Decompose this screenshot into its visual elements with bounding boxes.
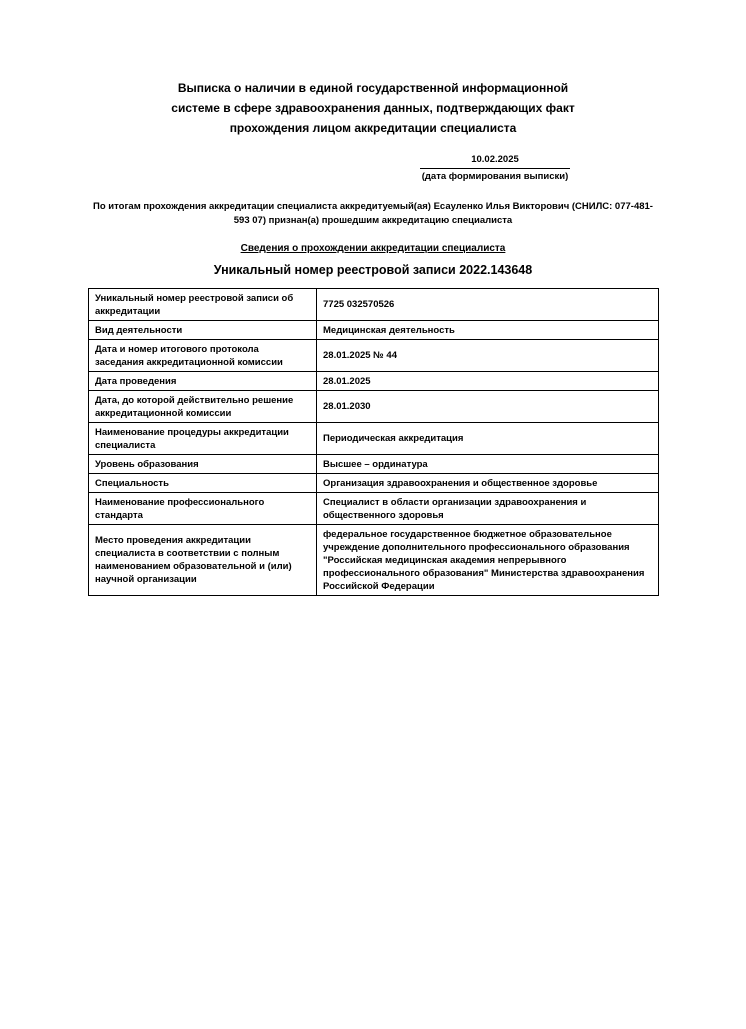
table-row xyxy=(89,474,659,493)
row-label: Дата проведения xyxy=(89,372,317,391)
row-label: Уникальный номер реестровой записи об аккредитации xyxy=(89,289,317,321)
accreditation-result-paragraph xyxy=(88,200,658,228)
registry-number-heading: Уникальный номер реестровой записи 2022.143648 xyxy=(213,263,533,277)
document-title-line: системе в сфере здравоохранения данных, подтверждающих факт xyxy=(171,101,575,115)
table-row xyxy=(89,321,659,340)
row-label: Вид деятельности xyxy=(89,321,317,340)
row-value: 28.01.2030 xyxy=(317,391,659,423)
row-label: Уровень образования xyxy=(89,455,317,474)
row-value: Периодическая аккредитация xyxy=(317,423,659,455)
document-title xyxy=(88,78,658,138)
row-label: Дата и номер итогового протокола заседания аккредитационной комиссии xyxy=(89,340,317,372)
row-value: 7725 032570526 xyxy=(317,289,659,321)
table-row xyxy=(89,289,659,321)
row-value: Медицинская деятельность xyxy=(317,321,659,340)
row-value: Организация здравоохранения и общественное здоровье xyxy=(317,474,659,493)
row-label: Место проведения аккредитации специалиста в соответствии с полным наименованием образовательной и (или) научной организации xyxy=(89,525,317,596)
accreditation-details-table xyxy=(88,288,659,596)
accreditation-result-line: По итогам прохождения аккредитации специалиста аккредитуемый(ая) Есауленко Илья Викторович (СНИЛС: 077-481- xyxy=(93,201,653,212)
row-value: 28.01.2025 № 44 xyxy=(317,340,659,372)
table-row xyxy=(89,423,659,455)
extract-date-block xyxy=(420,154,570,183)
row-value: Высшее – ординатура xyxy=(317,455,659,474)
table-row xyxy=(89,340,659,372)
section-heading: Сведения о прохождении аккредитации специалиста xyxy=(240,243,506,254)
row-label: Наименование процедуры аккредитации специалиста xyxy=(89,423,317,455)
row-value: 28.01.2025 xyxy=(317,372,659,391)
document-title-line: Выписка о наличии в единой государственной информационной xyxy=(177,81,569,95)
row-value: федеральное государственное бюджетное образовательное учреждение дополнительного профессионального образования "Российская медицинская академия непрерывного профессионального образования" Министерства здравоохранения Российской Федерации xyxy=(317,525,659,596)
table-row xyxy=(89,525,659,596)
table-row xyxy=(89,493,659,525)
table-row xyxy=(89,391,659,423)
row-label: Наименование профессионального стандарта xyxy=(89,493,317,525)
extract-date-value: 10.02.2025 xyxy=(420,154,570,169)
row-label: Специальность xyxy=(89,474,317,493)
row-value: Специалист в области организации здравоохранения и общественного здоровья xyxy=(317,493,659,525)
document-title-line: прохождения лицом аккредитации специалиста xyxy=(229,121,517,135)
extract-date-caption: (дата формирования выписки) xyxy=(421,171,569,182)
table-row xyxy=(89,455,659,474)
row-label: Дата, до которой действительно решение аккредитационной комиссии xyxy=(89,391,317,423)
accreditation-result-line: 593 07) признан(а) прошедшим аккредитацию специалиста xyxy=(233,215,513,226)
table-row xyxy=(89,372,659,391)
